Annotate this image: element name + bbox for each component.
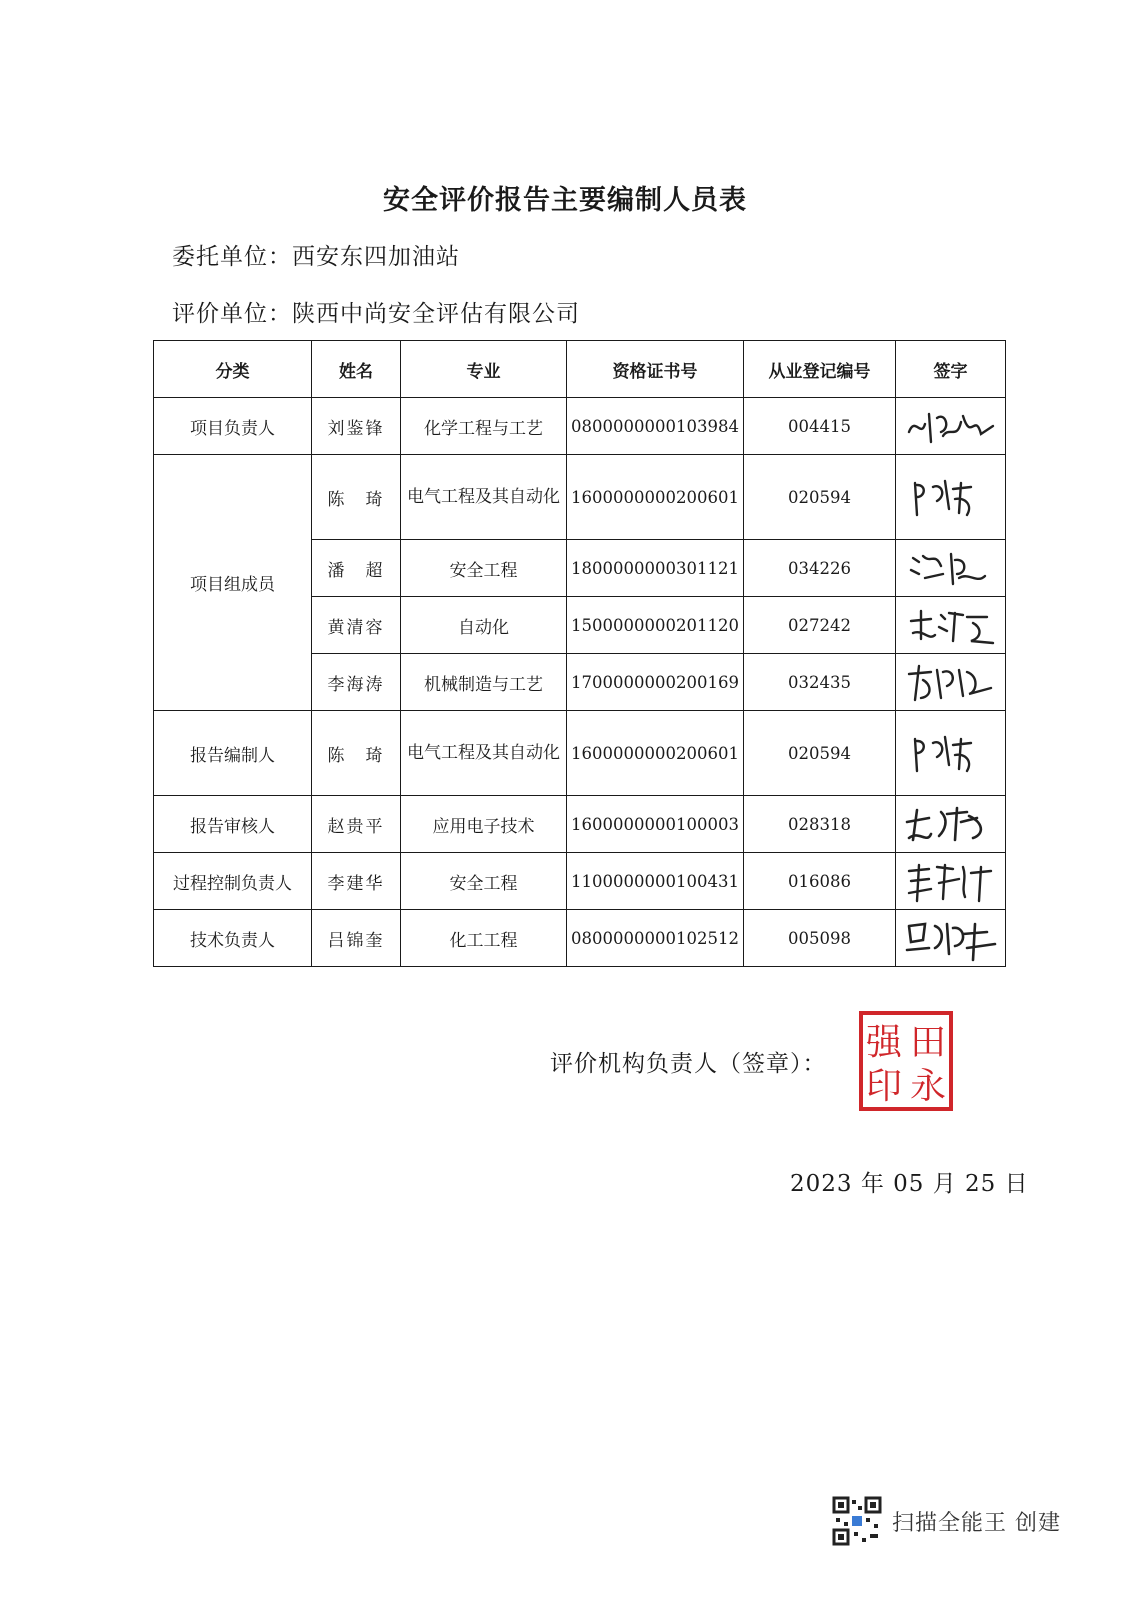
signature-cell (896, 540, 1006, 597)
header-major: 专业 (401, 341, 567, 398)
table-row (154, 455, 1006, 540)
evaluator-value: 陕西中尚安全评估有限公司 (292, 301, 580, 327)
table-row (154, 711, 1006, 796)
scanner-label: 扫描全能王 创建 (892, 1510, 1061, 1536)
header-signature: 签字 (896, 341, 1006, 398)
row-major: 自动化 (401, 597, 567, 654)
row-name: 黄清容 (312, 597, 401, 654)
header-category: 分类 (154, 341, 312, 398)
table-row (154, 853, 1006, 910)
signature-cell (896, 654, 1006, 711)
row-reg: 034226 (744, 540, 896, 597)
row-category: 项目负责人 (154, 398, 312, 455)
handwritten-signature (901, 857, 1001, 905)
handwritten-signature (901, 800, 1001, 848)
handwritten-signature (901, 473, 1001, 521)
row-reg: 004415 (744, 398, 896, 455)
row-major: 化学工程与工艺 (401, 398, 567, 455)
seal-char: 田 (909, 1022, 947, 1063)
row-category: 技术负责人 (154, 910, 312, 967)
handwritten-signature (901, 729, 1001, 777)
row-category: 项目组成员 (154, 455, 312, 711)
evaluator-line (172, 295, 580, 328)
row-cert: 1700000000200169 (567, 654, 744, 711)
seal-char: 强 (865, 1022, 903, 1063)
row-reg: 005098 (744, 910, 896, 967)
scanner-watermark (832, 1496, 1061, 1546)
row-major: 化工工程 (401, 910, 567, 967)
table-row (154, 796, 1006, 853)
header-reg: 从业登记编号 (744, 341, 896, 398)
handwritten-signature (901, 544, 1001, 592)
evaluator-label: 评价单位： (172, 301, 292, 327)
row-major: 电气工程及其自动化 (401, 455, 567, 540)
row-name: 吕锦奎 (312, 910, 401, 967)
header-cert: 资格证书号 (567, 341, 744, 398)
signature-cell (896, 455, 1006, 540)
row-major: 机械制造与工艺 (401, 654, 567, 711)
row-name: 赵贵平 (312, 796, 401, 853)
row-major: 安全工程 (401, 853, 567, 910)
row-cert: 1800000000301121 (567, 540, 744, 597)
seal-char: 永 (909, 1066, 947, 1107)
staff-table (153, 340, 1006, 967)
qr-code-icon (832, 1496, 882, 1546)
row-reg: 016086 (744, 853, 896, 910)
row-major: 安全工程 (401, 540, 567, 597)
client-line (172, 238, 460, 271)
handwritten-signature (901, 402, 1001, 450)
row-cert: 1600000000200601 (567, 455, 744, 540)
handwritten-signature (901, 601, 1001, 649)
signature-cell (896, 711, 1006, 796)
row-cert: 1600000000100003 (567, 796, 744, 853)
row-major: 电气工程及其自动化 (401, 711, 567, 796)
row-category: 报告审核人 (154, 796, 312, 853)
row-name: 李海涛 (312, 654, 401, 711)
row-category: 过程控制负责人 (154, 853, 312, 910)
row-category: 报告编制人 (154, 711, 312, 796)
table-row (154, 910, 1006, 967)
row-reg: 032435 (744, 654, 896, 711)
signature-cell (896, 910, 1006, 967)
row-name: 陈 琦 (312, 455, 401, 540)
client-value: 西安东四加油站 (292, 244, 460, 270)
document-title: 安全评价报告主要编制人员表 (383, 185, 747, 216)
row-reg: 027242 (744, 597, 896, 654)
official-seal-stamp (858, 1010, 954, 1112)
row-cert: 1100000000100431 (567, 853, 744, 910)
header-name: 姓名 (312, 341, 401, 398)
signature-cell (896, 796, 1006, 853)
handwritten-signature (901, 914, 1001, 962)
row-cert: 0800000000103984 (567, 398, 744, 455)
row-reg: 028318 (744, 796, 896, 853)
row-name: 刘鉴锋 (312, 398, 401, 455)
row-reg: 020594 (744, 711, 896, 796)
row-reg: 020594 (744, 455, 896, 540)
row-name: 李建华 (312, 853, 401, 910)
seal-char: 印 (865, 1066, 903, 1107)
handwritten-signature (901, 658, 1001, 706)
row-major: 应用电子技术 (401, 796, 567, 853)
approver-label: 评价机构负责人（签章）： (550, 1051, 827, 1077)
client-label: 委托单位： (172, 244, 292, 270)
signature-cell (896, 597, 1006, 654)
row-cert: 1600000000200601 (567, 711, 744, 796)
row-cert: 1500000000201120 (567, 597, 744, 654)
row-cert: 0800000000102512 (567, 910, 744, 967)
signature-cell (896, 398, 1006, 455)
row-name: 陈 琦 (312, 711, 401, 796)
document-date: 2023 年 05 月 25 日 (790, 1171, 1029, 1197)
table-header-row (154, 341, 1006, 398)
table-row (154, 398, 1006, 455)
signature-cell (896, 853, 1006, 910)
row-name: 潘 超 (312, 540, 401, 597)
